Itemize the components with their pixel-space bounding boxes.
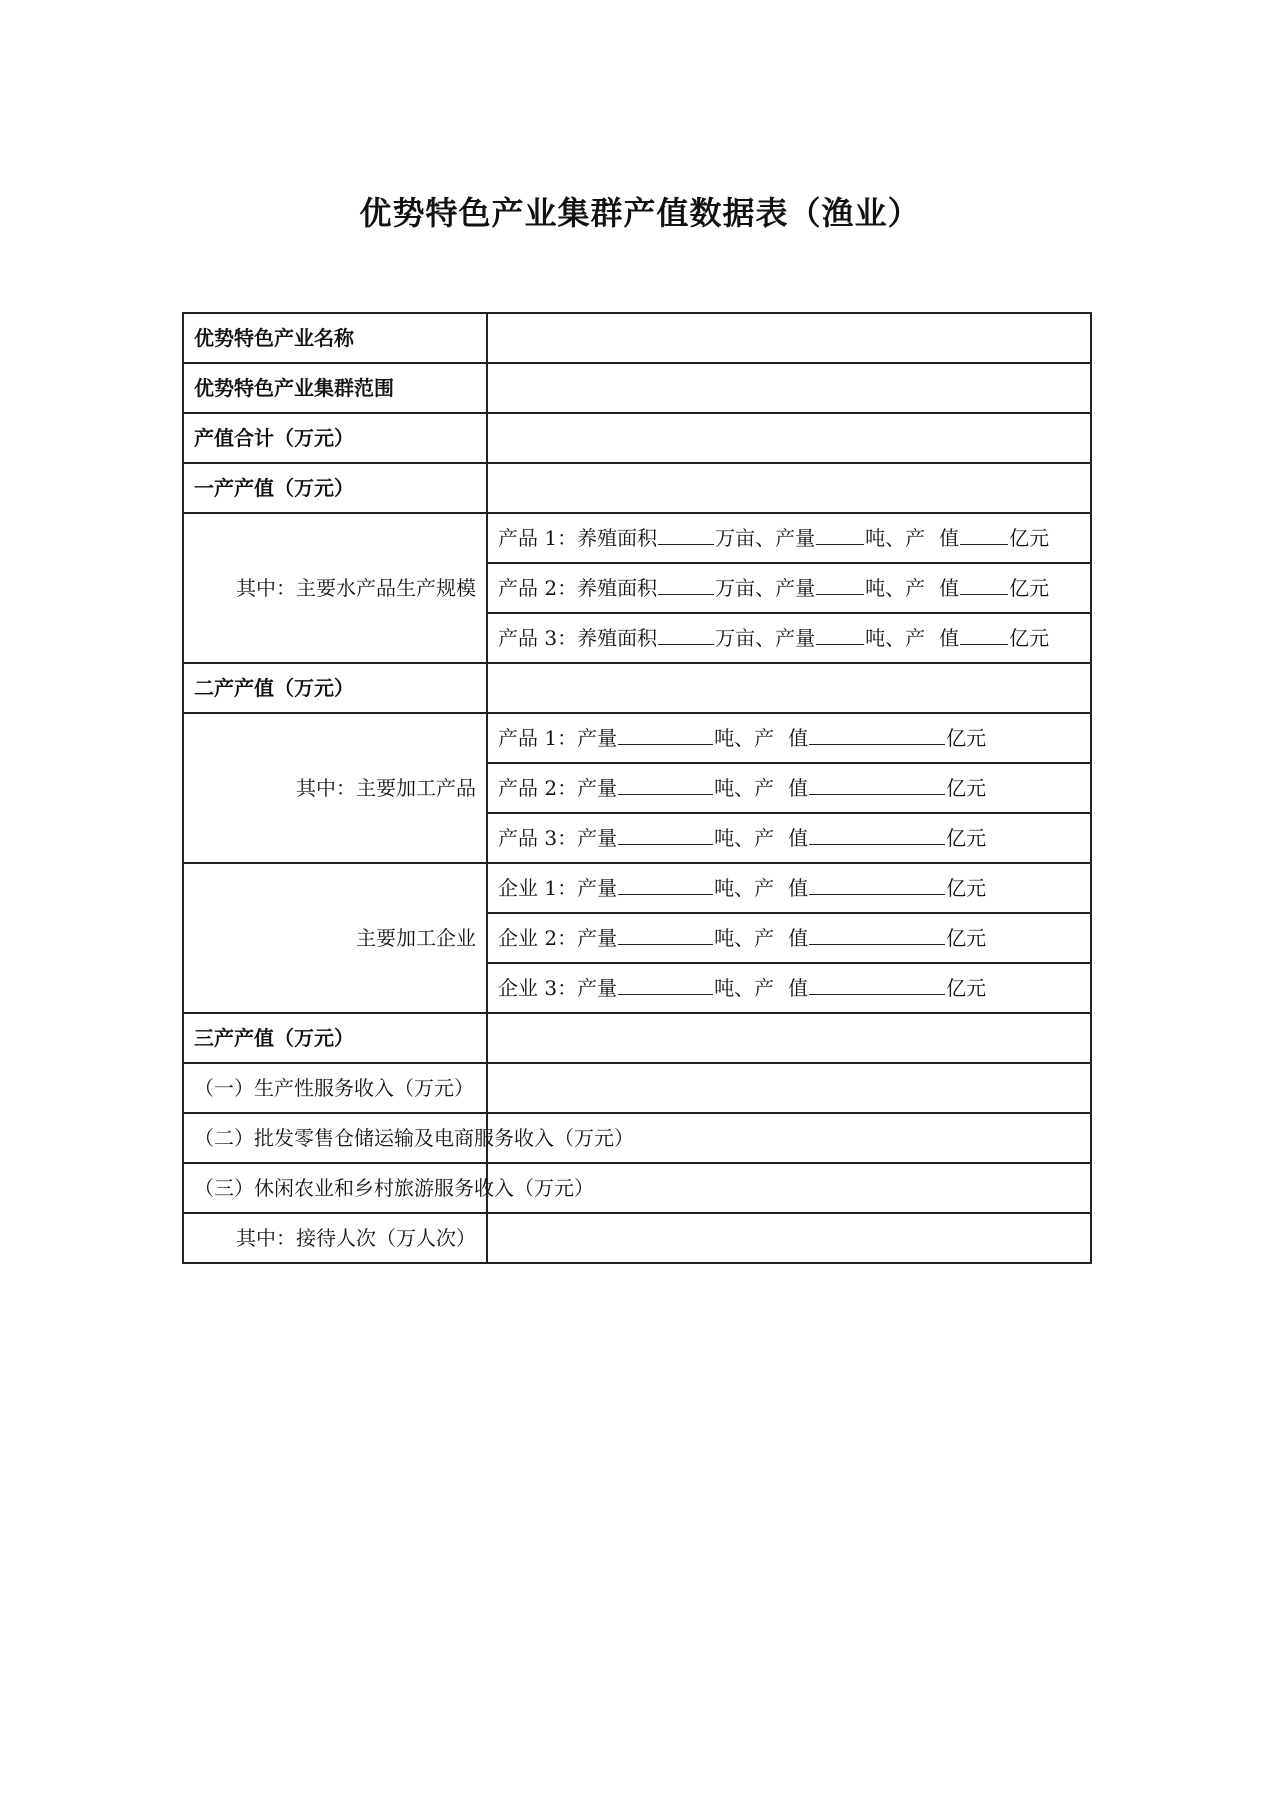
processed-product-row-2[interactable] xyxy=(487,763,1091,813)
area-label: 养殖面积 xyxy=(577,626,658,650)
yield-label: 产量 xyxy=(577,826,618,850)
yield-unit: 吨、 xyxy=(714,826,755,850)
leisure-tourism-income-label: （三）休闲农业和乡村旅游服务收入（万元） xyxy=(183,1163,487,1213)
processed-product-row-3[interactable] xyxy=(487,813,1091,863)
table-row xyxy=(183,713,1091,763)
value-unit: 亿元 xyxy=(1009,576,1050,600)
yield-blank[interactable] xyxy=(618,943,713,945)
tertiary-output-label: 三产产值（万元） xyxy=(183,1013,487,1063)
enterprise-name: 企业 3： xyxy=(498,976,578,1000)
value-unit: 亿元 xyxy=(946,726,987,750)
value-label: 产 xyxy=(754,976,775,1000)
value-label-2: 值 xyxy=(788,926,809,950)
area-label: 养殖面积 xyxy=(577,526,658,550)
tertiary-output-field[interactable] xyxy=(487,1013,1091,1063)
wholesale-retail-income-label: （二）批发零售仓储运输及电商服务收入（万元） xyxy=(183,1113,487,1163)
product-name: 产品 3： xyxy=(498,626,578,650)
yield-unit: 吨、 xyxy=(714,726,755,750)
area-unit: 万亩、 xyxy=(715,526,776,550)
yield-label: 产量 xyxy=(577,926,618,950)
value-unit: 亿元 xyxy=(946,876,987,900)
processing-enterprises-label: 主要加工企业 xyxy=(183,863,487,1013)
enterprise-name: 企业 1： xyxy=(498,876,578,900)
value-label-2: 值 xyxy=(939,526,960,550)
enterprise-name: 企业 2： xyxy=(498,926,578,950)
total-output-label: 产值合计（万元） xyxy=(183,413,487,463)
area-blank[interactable] xyxy=(658,593,714,595)
yield-unit: 吨、 xyxy=(714,976,755,1000)
value-label: 产 xyxy=(754,726,775,750)
yield-blank[interactable] xyxy=(618,893,713,895)
yield-blank[interactable] xyxy=(618,993,713,995)
primary-output-field[interactable] xyxy=(487,463,1091,513)
value-blank[interactable] xyxy=(960,593,1008,595)
primary-product-row-3[interactable] xyxy=(487,613,1091,663)
yield-blank[interactable] xyxy=(816,643,864,645)
value-blank[interactable] xyxy=(809,793,945,795)
industry-name-label: 优势特色产业名称 xyxy=(183,313,487,363)
total-output-field[interactable] xyxy=(487,413,1091,463)
product-name: 产品 2： xyxy=(498,776,578,800)
yield-unit: 吨、 xyxy=(714,926,755,950)
yield-label: 产量 xyxy=(577,876,618,900)
table-row xyxy=(183,863,1091,913)
value-label: 产 xyxy=(905,576,926,600)
value-unit: 亿元 xyxy=(1009,626,1050,650)
value-unit: 亿元 xyxy=(946,776,987,800)
value-blank[interactable] xyxy=(809,843,945,845)
yield-blank[interactable] xyxy=(816,543,864,545)
table-row xyxy=(183,413,1091,463)
processed-products-label: 其中：主要加工产品 xyxy=(183,713,487,863)
value-unit: 亿元 xyxy=(946,976,987,1000)
yield-unit: 吨、 xyxy=(865,576,906,600)
value-blank[interactable] xyxy=(960,643,1008,645)
visitor-count-field[interactable] xyxy=(487,1213,1091,1263)
yield-label: 产量 xyxy=(775,526,816,550)
yield-unit: 吨、 xyxy=(714,876,755,900)
yield-label: 产量 xyxy=(775,576,816,600)
industry-name-field[interactable] xyxy=(487,313,1091,363)
value-unit: 亿元 xyxy=(946,926,987,950)
area-label: 养殖面积 xyxy=(577,576,658,600)
table-row xyxy=(183,463,1091,513)
product-name: 产品 1： xyxy=(498,726,578,750)
product-name: 产品 2： xyxy=(498,576,578,600)
value-label-2: 值 xyxy=(939,626,960,650)
table-row xyxy=(183,1163,1091,1213)
value-blank[interactable] xyxy=(809,743,945,745)
cluster-scope-field[interactable] xyxy=(487,363,1091,413)
value-label: 产 xyxy=(905,626,926,650)
secondary-output-label: 二产产值（万元） xyxy=(183,663,487,713)
yield-label: 产量 xyxy=(577,976,618,1000)
yield-unit: 吨、 xyxy=(865,626,906,650)
value-unit: 亿元 xyxy=(1009,526,1050,550)
value-blank[interactable] xyxy=(809,893,945,895)
area-blank[interactable] xyxy=(658,543,714,545)
value-blank[interactable] xyxy=(960,543,1008,545)
enterprise-row-3[interactable] xyxy=(487,963,1091,1013)
area-unit: 万亩、 xyxy=(715,626,776,650)
table-row xyxy=(183,513,1091,563)
yield-blank[interactable] xyxy=(618,793,713,795)
yield-label: 产量 xyxy=(577,726,618,750)
value-blank[interactable] xyxy=(809,943,945,945)
secondary-output-field[interactable] xyxy=(487,663,1091,713)
table-row xyxy=(183,1013,1091,1063)
yield-blank[interactable] xyxy=(618,843,713,845)
yield-unit: 吨、 xyxy=(714,776,755,800)
cluster-scope-label: 优势特色产业集群范围 xyxy=(183,363,487,413)
yield-blank[interactable] xyxy=(816,593,864,595)
product-name: 产品 1： xyxy=(498,526,578,550)
yield-unit: 吨、 xyxy=(865,526,906,550)
product-name: 产品 3： xyxy=(498,826,578,850)
value-label-2: 值 xyxy=(788,826,809,850)
enterprise-row-2[interactable] xyxy=(487,913,1091,963)
productive-service-income-field[interactable] xyxy=(487,1063,1091,1113)
table-row xyxy=(183,1063,1091,1113)
value-label: 产 xyxy=(754,876,775,900)
value-unit: 亿元 xyxy=(946,826,987,850)
value-label-2: 值 xyxy=(939,576,960,600)
value-label-2: 值 xyxy=(788,776,809,800)
value-label-2: 值 xyxy=(788,876,809,900)
area-unit: 万亩、 xyxy=(715,576,776,600)
document-title: 优势特色产业集群产值数据表（渔业） xyxy=(359,194,921,232)
processed-product-row-1[interactable] xyxy=(487,713,1091,763)
primary-product-row-1[interactable] xyxy=(487,513,1091,563)
value-label: 产 xyxy=(754,926,775,950)
enterprise-row-1[interactable] xyxy=(487,863,1091,913)
value-label-2: 值 xyxy=(788,976,809,1000)
yield-label: 产量 xyxy=(577,776,618,800)
primary-product-row-2[interactable] xyxy=(487,563,1091,613)
output-data-table xyxy=(182,312,1092,1264)
visitor-count-label: 其中：接待人次（万人次） xyxy=(183,1213,487,1263)
primary-output-label: 一产产值（万元） xyxy=(183,463,487,513)
table-row xyxy=(183,363,1091,413)
value-label: 产 xyxy=(905,526,926,550)
value-label-2: 值 xyxy=(788,726,809,750)
area-blank[interactable] xyxy=(658,643,714,645)
yield-label: 产量 xyxy=(775,626,816,650)
value-label: 产 xyxy=(754,826,775,850)
table-row xyxy=(183,663,1091,713)
table-row xyxy=(183,1213,1091,1263)
value-label: 产 xyxy=(754,776,775,800)
table-row xyxy=(183,313,1091,363)
table-row xyxy=(183,1113,1091,1163)
value-blank[interactable] xyxy=(809,993,945,995)
primary-production-scale-label: 其中：主要水产品生产规模 xyxy=(183,513,487,663)
productive-service-income-label: （一）生产性服务收入（万元） xyxy=(183,1063,487,1113)
yield-blank[interactable] xyxy=(618,743,713,745)
